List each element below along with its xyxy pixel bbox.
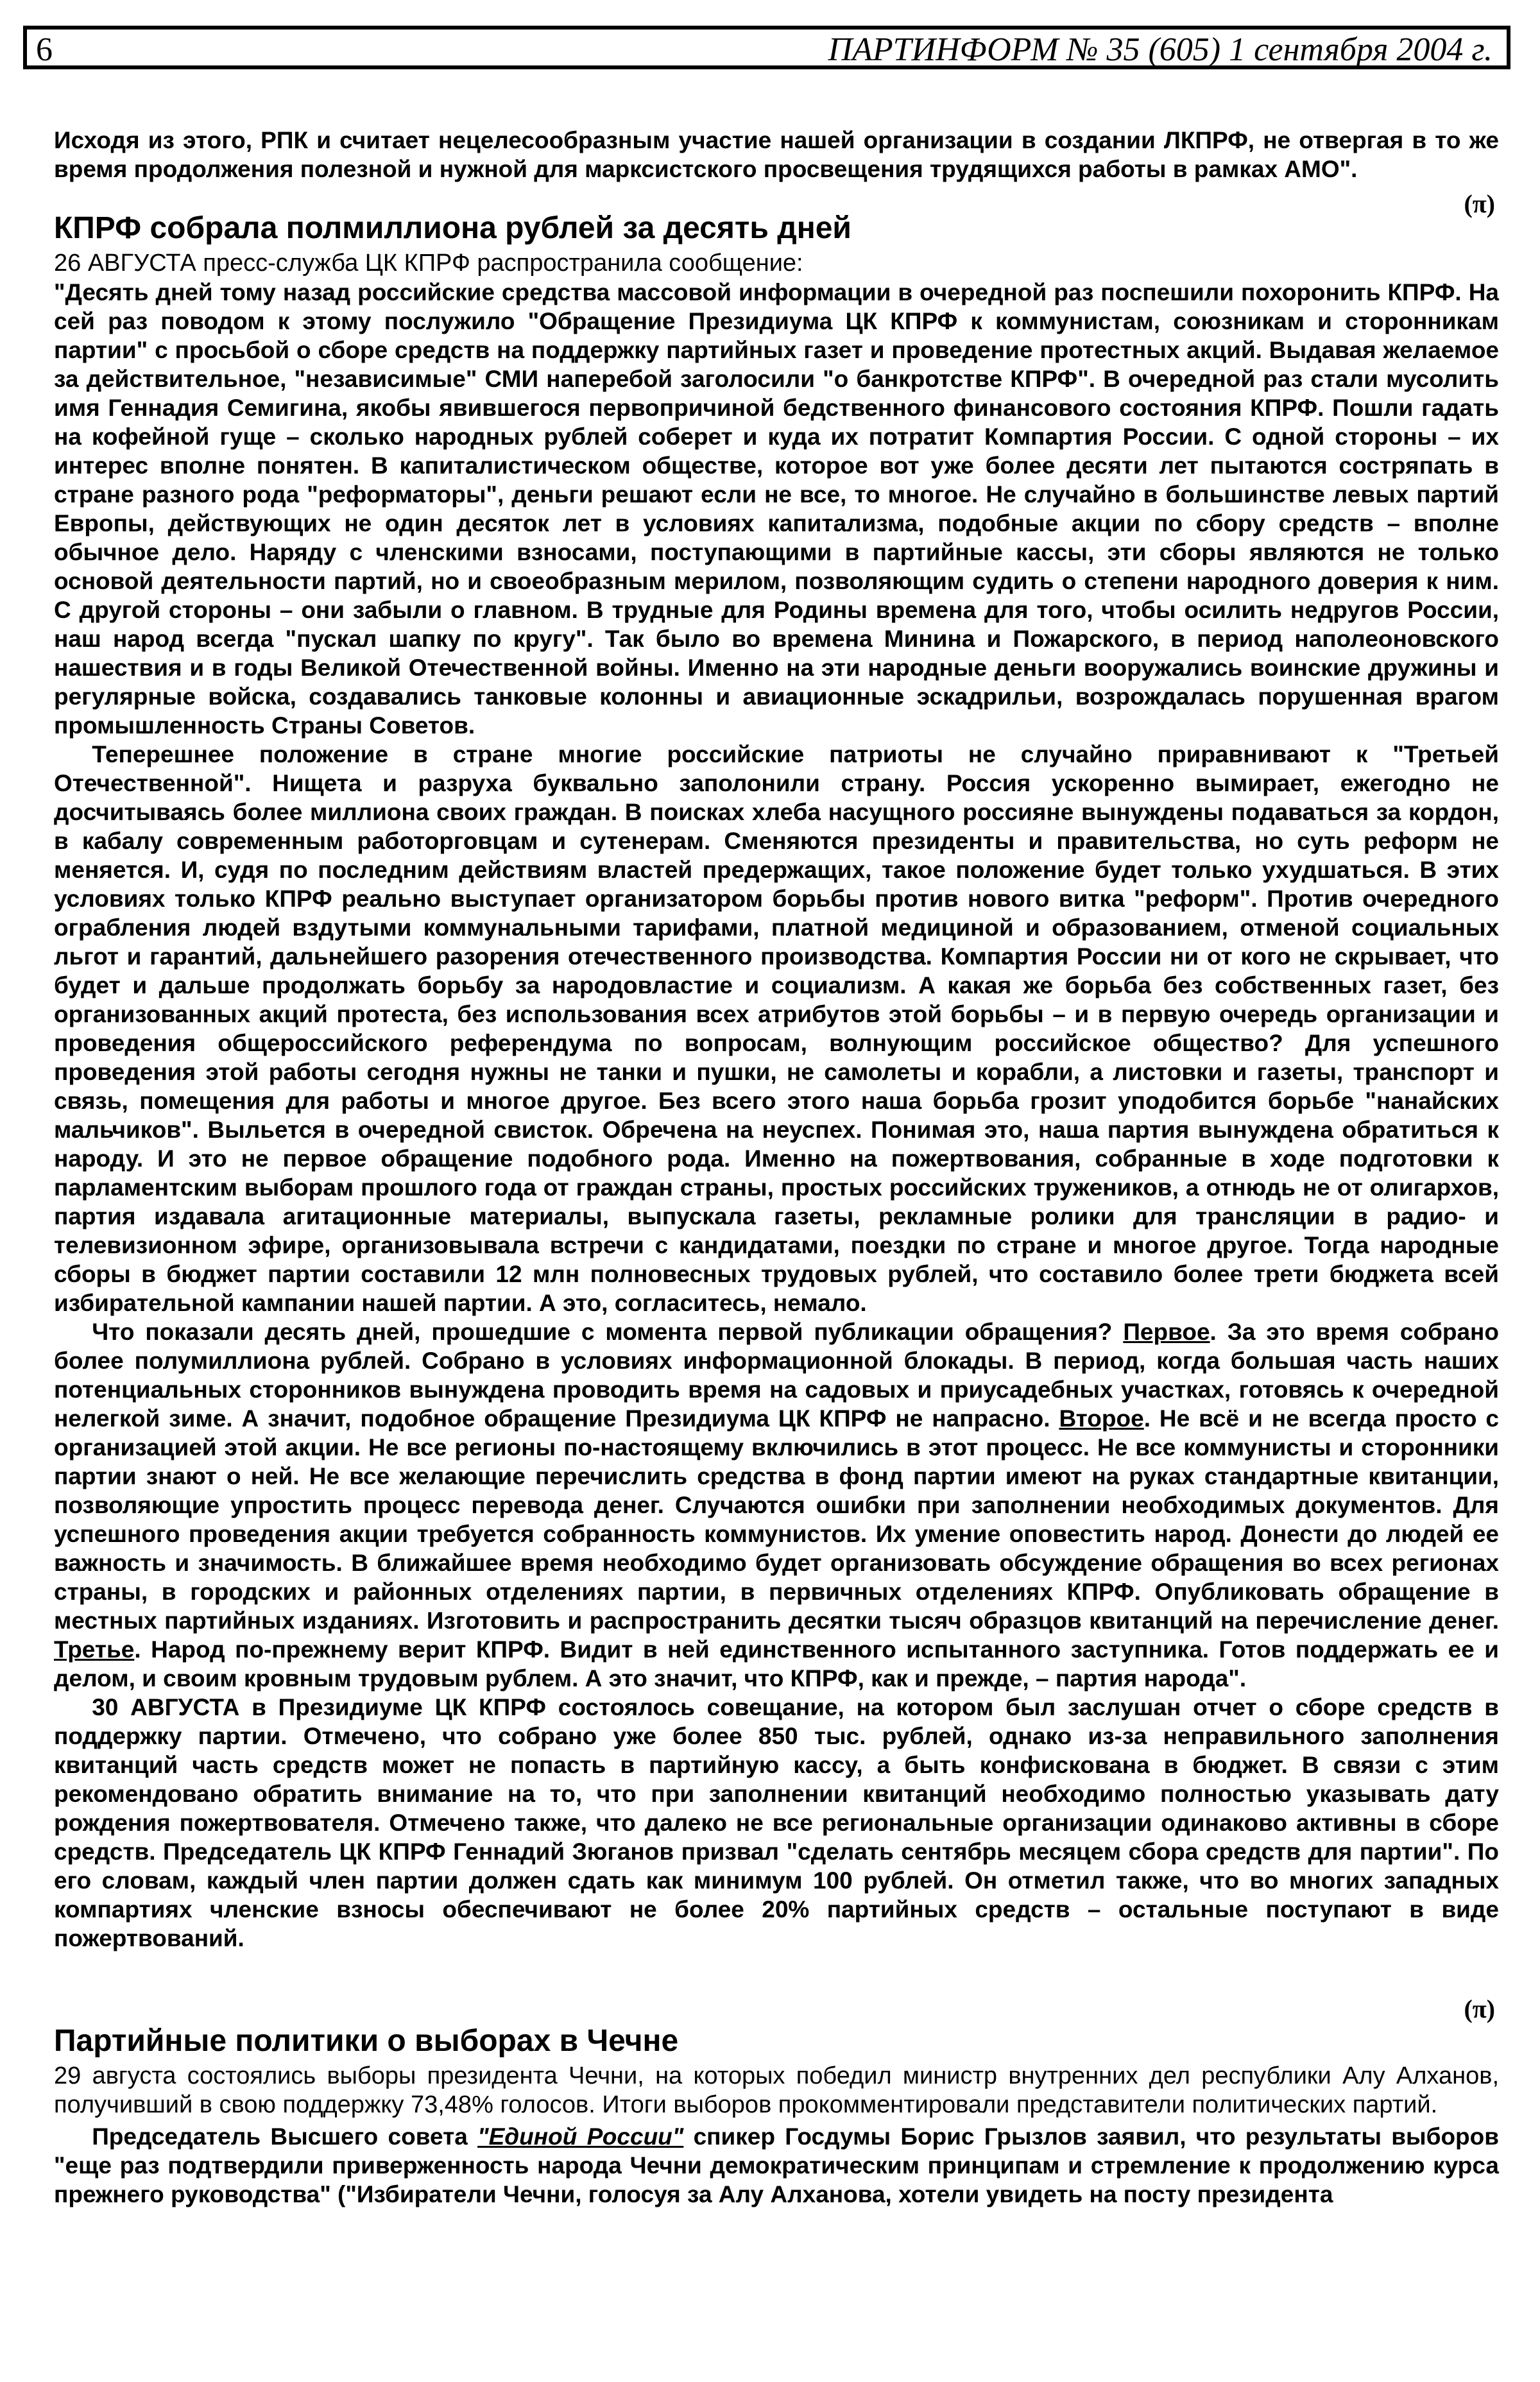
- a2-text-b: спикер Госдумы Борис Грызлов заявил, что результаты выборов "еще раз подтвердили приверженность народа Чечни демократическим принципам и стремление к продолжению курса прежнего руководства" ("Избиратели Чечни, голосуя за Алу Алханова, хотели увидеть на посту президента: [54, 2123, 1499, 2207]
- page-number: 6: [36, 31, 53, 68]
- publication-title: ПАРТИНФОРМ № 35 (605) 1 сентября 2004 г.: [828, 31, 1493, 68]
- p3-text-b: . За это время собрано более полумиллиона рублей. Собрано в условиях информационной блокады. В период, когда большая часть наших потенциальных сторонников вынуждена проводить время на садовых и приусадебных участках, готовясь к очередной нелегкой зиме. А значит, подобное обращение Президиума ЦК КПРФ не напрасно.: [54, 1319, 1499, 1432]
- page-content: [54, 126, 1499, 2209]
- page-header: [23, 26, 1510, 69]
- intro-paragraph: Исходя из этого, РПК и считает нецелесообразным участие нашей организации в создании ЛКПРФ, не отвергая в то же время продолжения полезной и нужной для марксистского просвещения трудящихся работы в рамках АМО".: [54, 127, 1499, 182]
- p3-text-a: Что показали десять дней, прошедшие с момента первой публикации обращения?: [92, 1319, 1124, 1345]
- article2-paragraph-1: [54, 2122, 1499, 2209]
- article2-title: Партийные политики о выборах в Чечне: [54, 2024, 679, 2058]
- p3-second-marker: Второе: [1059, 1405, 1144, 1432]
- article1-paragraph-3: [54, 1317, 1499, 1693]
- article1-title: КПРФ собрала полмиллиона рублей за десять дней: [54, 211, 851, 245]
- intro-signature: (π): [1464, 189, 1495, 218]
- p3-first-marker: Первое: [1123, 1319, 1210, 1345]
- article2-lead: 29 августа состоялись выборы президента Чечни, на которых победил министр внутренних дел республики Алу Алханов, получивший в свою поддержку 73,48% голосов. Итоги выборов прокомментировали представители политических партий.: [54, 2062, 1499, 2118]
- article1-paragraph-4: 30 АВГУСТА в Президиуме ЦК КПРФ состоялось совещание, на котором был заслушан отчет о сборе средств в поддержку партии. Отмечено, что собрано уже более 850 тыс. рублей, однако из-за неправильного заполнения квитанций часть средств может не попасть в партийную кассу, а быть конфискована в бюджет. В связи с этим рекомендовано обратить внимание на то, что при заполнении квитанций необходимо полностью указывать дату рождения пожертвователя. Отмечено также, что далеко не все региональные организации одинаково активны в сборе средств. Председатель ЦК КПРФ Геннадий Зюганов призвал "сделать сентябрь месяцем сбора средств для партии". По его словам, каждый член партии должен сдать как минимум 100 рублей. Он отметил также, что во многих западных компартиях членские взносы обеспечивают не более 20% партийных средств – остальные поступают в виде пожертвований.: [54, 1694, 1499, 1951]
- a2-text-a: Председатель Высшего совета: [92, 2123, 478, 2150]
- p3-text-c: . Не всё и не всегда просто с организацией этой акции. Не все регионы по-настоящему включились в этот процесс. Не все коммунисты и сторонники партии знают о ней. Не все желающие перечислить средства в фонд партии имеют на руках стандартные квитанции, позволяющие упростить процесс перевода денег. Случаются ошибки при заполнении необходимых документов. Для успешного проведения акции требуется собранность коммунистов. Их умение оповестить народ. Донести до людей ее важность и значимость. В ближайшее время необходимо будет организовать обсуждение обращения во всех регионах страны, в городских и районных отделениях партии, в первичных отделениях КПРФ. Опубликовать обращение в местных партийных изданиях. Изготовить и распространить десятки тысяч образцов квитанций на перечисление денег.: [54, 1405, 1499, 1634]
- article1-paragraph-2: Теперешнее положение в стране многие российские патриоты не случайно приравнивают к "Третьей Отечественной". Нищета и разруха буквально заполонили страну. Россия ускоренно вымирает, ежегодно не досчитываясь более миллиона своих граждан. В поисках хлеба насущного россияне вынуждены подаваться за кордон, в кабалу современным работорговцам и сутенерам. Сменяются президенты и правительства, но суть реформ не меняется. И, судя по последним действиям властей предержащих, такое положение будет только ухудшаться. В этих условиях только КПРФ реально выступает организатором борьбы против нового витка "реформ". Против очередного ограбления людей вздутыми коммунальными тарифами, платной медициной и образованием, отменой социальных льгот и гарантий, дальнейшего разорения отечественного производства. Компартия России ни от кого не скрывает, что будет и дальше продолжать борьбу за народовластие и социализм. А какая же борьба без собственных газет, без организованных акций протеста, без использования всех атрибутов этой борьбы – и в первую очередь организации и проведения общероссийского референдума по вопросам, волнующим российское общество? Для успешного проведения этой работы сегодня нужны не танки и пушки, не самолеты и корабли, а листовки и газеты, транспорт и связь, помещения для работы и многое другое. Без всего этого наша борьба грозит уподобится борьбе "нанайских мальчиков". Выльется в очередной свисток. Обречена на неуспех. Понимая это, наша партия вынуждена обратиться к народу. И это не первое обращение подобного рода. Именно на пожертвования, собранные в ходе подготовки к парламентским выборам прошлого года от граждан страны, простых российских тружеников, а отнюдь не от олигархов, партия издавала агитационные материалы, выпускала газеты, рекламные ролики для трансляции в радио- и телевизионном эфире, организовывала встречи с кандидатами, поездки по стране и многое другое. Тогда народные сборы в бюджет партии составили 12 млн полновесных трудовых рублей, что составило более трети бюджета всей избирательной кампании нашей партии. А это, согласитесь, немало.: [54, 741, 1499, 1316]
- party-name: "Единой России": [477, 2123, 684, 2150]
- article1-paragraph-1: "Десять дней тому назад российские средства массовой информации в очередной раз поспешили похоронить КПРФ. На сей раз поводом к этому послужило "Обращение Президиума ЦК КПРФ к коммунистам, союзникам и сторонникам партии" с просьбой о сборе средств на поддержку партийных газет и проведение протестных акций. Выдавая желаемое за действительное, "независимые" СМИ наперебой заголосили "о банкротстве КПРФ". В очередной раз стали мусолить имя Геннадия Семигина, якобы явившегося первопричиной бедственного финансового состояния КПРФ. Пошли гадать на кофейной гуще – сколько народных рублей соберет и куда их потратит Компартия России. С одной стороны – их интерес вполне понятен. В капиталистическом обществе, которое вот уже более десяти лет пытаются состряпать в стране разного рода "реформаторы", деньги решают если не все, то многое. Не случайно в большинстве левых партий Европы, действующих не один десяток лет в условиях капитализма, подобные акции по сбору средств – вполне обычное дело. Наряду с членскими взносами, поступающими в партийные кассы, эти сборы являются не только основой деятельности партий, но и своеобразным мерилом, позволяющим судить о степени народного доверия к ним. С другой стороны – они забыли о главном. В трудные для Родины времена для того, чтобы осилить недругов России, наш народ всегда "пускал шапку по кругу". Так было во времена Минина и Пожарского, в период наполеоновского нашествия и в годы Великой Отечественной войны. Именно на эти народные деньги вооружались воинские дружины и регулярные войска, создавались танковые колонны и авиационные эскадрильи, возрождалась порушенная врагом промышленность Страны Советов.: [54, 279, 1499, 739]
- p3-text-d: . Народ по-прежнему верит КПРФ. Видит в ней единственного испытанного заступника. Готов поддержать ее и делом, и своим кровным трудовым рублем. А это значит, что КПРФ, как и прежде, – партия народа".: [54, 1636, 1499, 1692]
- article1-signature: (π): [1464, 1994, 1495, 2023]
- p3-third-marker: Третье: [54, 1636, 135, 1663]
- article1-lead: 26 АВГУСТА пресс-служба ЦК КПРФ распространила сообщение:: [54, 250, 803, 277]
